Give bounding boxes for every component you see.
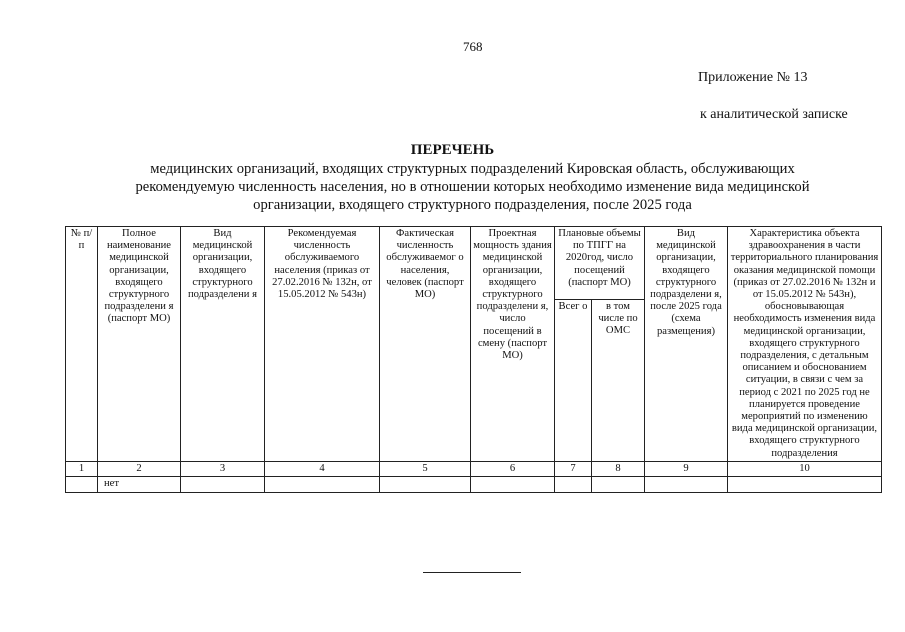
appendix-subtitle: к аналитической записке (700, 107, 848, 122)
column-number: 1 (66, 461, 98, 476)
table-cell (66, 476, 98, 492)
header-including-oms: в том числе по ОМС (592, 300, 645, 462)
organizations-table (65, 226, 882, 493)
header-org-type-after-2025: Вид медицинской организации, входящего структурного подразделени я, после 2025 года (схема размещения) (645, 227, 728, 462)
column-numbers-row (66, 461, 882, 476)
table-cell (592, 476, 645, 492)
column-number: 7 (555, 461, 592, 476)
header-full-name: Полное наименование медицинской организации, входящего структурного подразделени я (паспорт МО) (98, 227, 181, 462)
header-design-capacity: Проектная мощность здания медицинской организации, входящего структурного подразделени я, число посещений в смену (паспорт МО) (471, 227, 555, 462)
header-planned-volumes: Плановые объемы по ТПГГ на 2020год, число посещений (паспорт МО) (555, 227, 645, 300)
header-actual-population: Фактическая численность обслуживаемог о населения, человек (паспорт МО) (380, 227, 471, 462)
column-number: 5 (380, 461, 471, 476)
table-header-row (66, 227, 882, 300)
header-recommended-population: Рекомендуемая численность обслуживаемого населения (приказ от 27.02.2016 № 132н, от 15.05.2012 № 543н) (265, 227, 380, 462)
column-number: 9 (645, 461, 728, 476)
column-number: 2 (98, 461, 181, 476)
table-cell (265, 476, 380, 492)
table-cell (181, 476, 265, 492)
column-number: 4 (265, 461, 380, 476)
header-total: Всег о (555, 300, 592, 462)
header-characteristics: Характеристика объекта здравоохранения в части территориального планирования оказания медицинской помощи (приказ от 27.02.2016 № 132н и от 15.05.2012 № 543н), обосновывающая необходимость изменения вида медицинской организации, входящего структурного подразделения, с детальным описанием и обоснованием ситуации, в связи с чем за период с 2021 по 2025 год не планируется проведение мероприятий по изменению вида медицинской организации, входящего структурного подразделения (728, 227, 882, 462)
header-number: № п/п (66, 227, 98, 462)
column-number: 10 (728, 461, 882, 476)
table-cell (555, 476, 592, 492)
page-number: 768 (463, 39, 483, 54)
table-cell (728, 476, 882, 492)
column-number: 6 (471, 461, 555, 476)
footer-divider (423, 572, 521, 573)
appendix-label: Приложение № 13 (698, 70, 808, 85)
table-cell (471, 476, 555, 492)
table-row (66, 476, 882, 492)
table-cell (380, 476, 471, 492)
document-subtitle: медицинских организаций, входящих структурных подразделений Кировская область, обслуживающих рекомендуемую численность населения, но в отношении которых необходимо изменение вида медицинской организации, входящего структурного подразделения, после 2025 года (135, 161, 810, 213)
column-number: 8 (592, 461, 645, 476)
table-cell: нет (98, 476, 181, 492)
header-org-type: Вид медицинской организации, входящего структурного подразделени я (181, 227, 265, 462)
table-cell (645, 476, 728, 492)
document-title: ПЕРЕЧЕНЬ (410, 142, 495, 158)
column-number: 3 (181, 461, 265, 476)
